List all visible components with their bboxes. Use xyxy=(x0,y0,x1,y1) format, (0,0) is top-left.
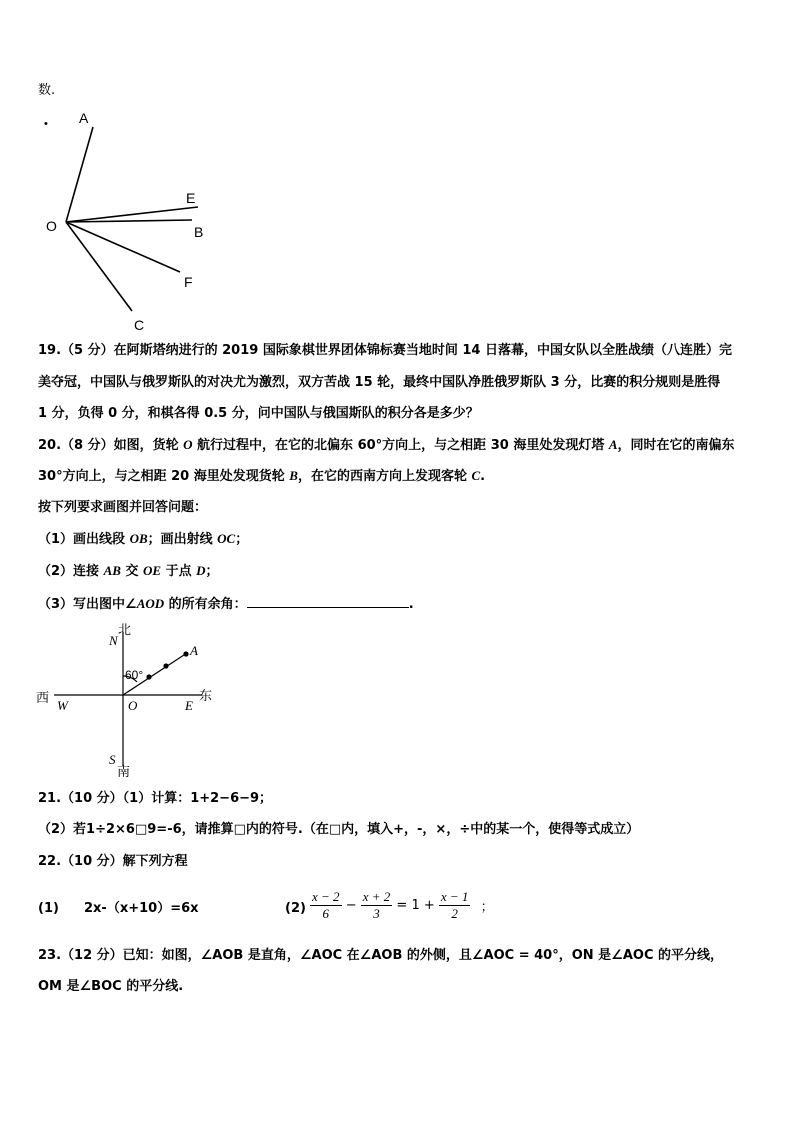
q20-step-1: （1）画出线段 OB；画出射线 OC； xyxy=(38,531,249,547)
q19-line-2: 美夺冠，中国队与俄罗斯队的对决尤为激烈，双方苦战 15 轮，最终中国队净胜俄罗斯队 3 分，比赛的积分规则是胜得 xyxy=(38,375,721,390)
angle-label: 60° xyxy=(125,668,144,682)
fraction-1: $\frac{x - 2}{6}$ xyxy=(312,889,340,921)
ray-oc xyxy=(66,222,132,311)
east-cn-label: 东 xyxy=(199,688,213,703)
label-f: F xyxy=(184,274,193,290)
point-mid-1 xyxy=(146,674,151,679)
north-cn-label: 北 xyxy=(118,622,132,637)
q23-line-2: OM 是∠BOC 的平分线. xyxy=(38,979,184,994)
label-a: A xyxy=(79,110,89,126)
q22-part-2-equation: $\frac{x - 2}{6}$ − $\frac{x + 2}{3}$ = 1 + $\frac{x - 1}{2}$ ； xyxy=(312,889,494,921)
q20-step-3: （3）写出图中∠AOD 的所有余角： . xyxy=(38,593,414,614)
point-a xyxy=(183,651,188,656)
q22-part-2-label: (2) xyxy=(285,901,306,916)
q19-line-1: 19.（5 分）在阿斯塔纳进行的 2019 国际象棋世界团体锦标赛当地时间 14 日落幕，中国女队以全胜战绩（八连胜）完 xyxy=(38,343,732,358)
label-c: C xyxy=(134,317,145,333)
q22-part-1-label: (1) xyxy=(38,901,59,916)
dot-mark: • xyxy=(44,118,48,130)
label-b: B xyxy=(194,224,204,240)
compass-figure xyxy=(30,618,230,783)
q20-line-1: 20.（8 分）如图，货轮 O 航行过程中，在它的北偏东 60°方向上，与之相距 30 海里处发现灯塔 A，同时在它的南偏东 xyxy=(38,437,735,453)
label-o: O xyxy=(46,218,57,234)
origin-label: O xyxy=(128,698,138,713)
q19-line-3: 1 分，负得 0 分，和棋各得 0.5 分，问中国队与俄国斯队的积分各是多少？ xyxy=(38,406,479,421)
west-label: W xyxy=(57,698,68,713)
text-line: 数. xyxy=(38,83,56,98)
q21-line-1: 21.（10 分）（1）计算：1+2−6−9； xyxy=(38,791,273,806)
q22-part-1-equation: 2x-（x+10）=6x xyxy=(84,901,199,916)
angle-figure xyxy=(30,105,220,335)
east-label: E xyxy=(185,698,193,713)
fraction-3: $\frac{x - 1}{2}$ xyxy=(440,889,469,921)
answer-blank[interactable] xyxy=(247,593,409,608)
west-cn-label: 西 xyxy=(36,690,50,705)
south-cn-label: 南 xyxy=(117,764,131,779)
ray-of xyxy=(66,222,180,272)
q20-instruction: 按下列要求画图并回答问题： xyxy=(38,500,208,515)
point-mid-2 xyxy=(163,663,168,668)
q23-line-1: 23.（12 分）已知：如图，∠AOB 是直角，∠AOC 在∠AOB 的外侧，且∠AOC = 40°，ON 是∠AOC 的平分线， xyxy=(38,948,724,963)
q20-line-2: 30°方向上，与之相距 20 海里处发现货轮 B，在它的西南方向上发现客轮 C. xyxy=(38,468,486,484)
point-a-label: A xyxy=(190,643,198,658)
q22-title: 22.（10 分）解下列方程 xyxy=(38,854,188,869)
ray-oa xyxy=(66,127,93,222)
north-label: N xyxy=(109,633,118,648)
q20-step-2: （2）连接 AB 交 OE 于点 D； xyxy=(38,563,219,579)
label-e: E xyxy=(186,190,196,206)
q21-line-2: （2）若1÷2×6□9=-6，请推算□内的符号.（在□内，填入+，-，×，÷中的某一个，使得等式成立） xyxy=(38,822,640,837)
fraction-2: $\frac{x + 2}{3}$ xyxy=(362,889,391,921)
south-label: S xyxy=(109,752,116,767)
